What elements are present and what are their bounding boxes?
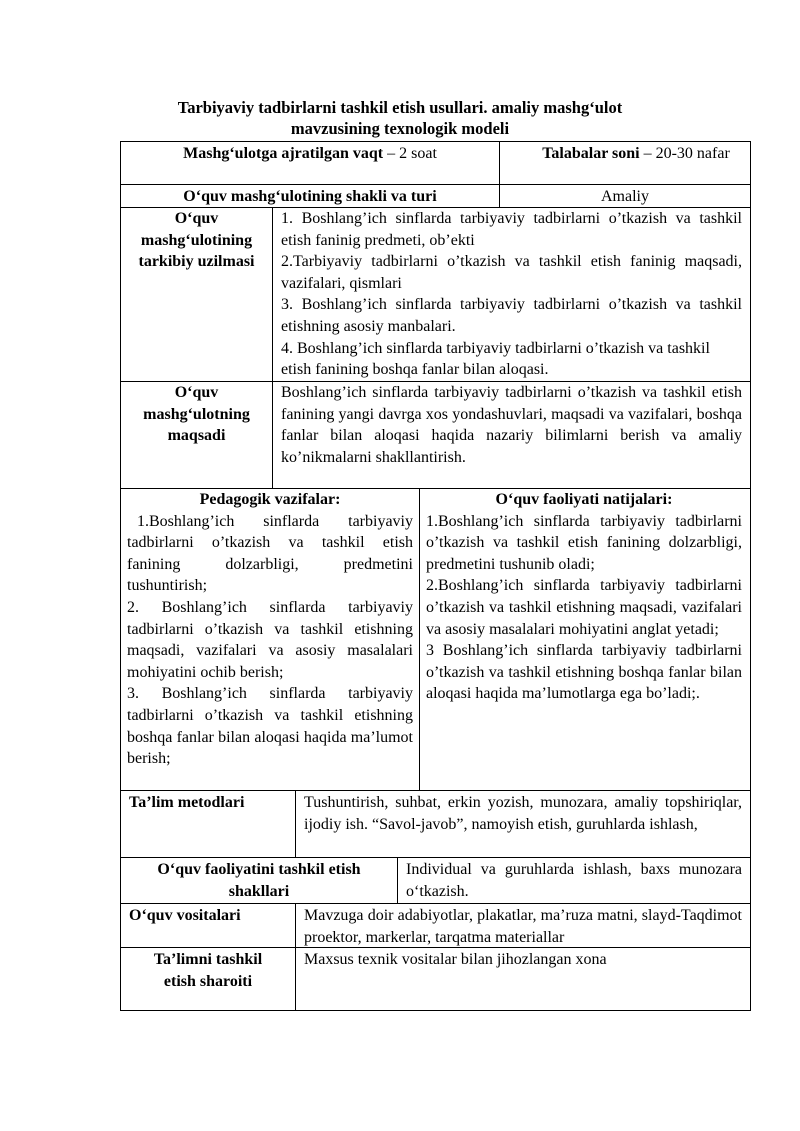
structure-item: 1. Boshlang’ich sinflarda tarbiyaviy tadbirlarni o’tkazish va tashkil etish faninig predmeti, ob’ekti — [281, 210, 742, 249]
learning-results — [419, 488, 751, 791]
students-value: – 20-30 nafar — [639, 145, 730, 162]
pedagogical-tasks — [120, 488, 420, 791]
methods-label: Ta’lim metodlari — [120, 790, 296, 858]
methods-text: Tushuntirish, suhbat, erkin yozish, munozara, amaliy topshiriqlar, ijodiy ish. “Savol-javob”, namoyish etish, guruhlarda ishlash, — [295, 790, 751, 858]
conditions-label: Ta’limni tashkil etish sharoiti — [120, 947, 296, 1011]
org-forms-text: Individual va guruhlarda ishlash, baxs munozara o‘tkazish. — [397, 857, 751, 904]
result-item: 3 Boshlang’ich sinflarda tarbiyaviy tadbirlarni o’tkazish va tashkil etishning boshqa fanlar bilan aloqasi haqida ma’lumotlarga ega bo’ladi;. — [426, 642, 742, 703]
time-cell — [120, 141, 500, 185]
structure-content — [272, 207, 751, 382]
result-item: 1.Boshlang’ich sinflarda tarbiyaviy tadbirlarni o’tkazish va tashkil etish fanining dolzarbligi, predmetini tushunib oladi; — [426, 512, 742, 573]
structure-item: 2.Tarbiyaviy tadbirlarni o’tkazish va tashkil etish faninig maqsadi, vazifalari, qismlari — [281, 253, 742, 292]
learning-results-title: O‘quv faoliyati natijalari: — [495, 491, 673, 508]
form-label: O‘quv mashg‘ulotining shakli va turi — [120, 184, 500, 208]
structure-item: 4. Boshlang’ich sinflarda tarbiyaviy tadbirlarni o’tkazish va tashkil etish fanining boshqa fanlar bilan aloqasi. — [281, 339, 710, 379]
time-value: – 2 soat — [383, 145, 437, 162]
conditions-text: Maxsus texnik vositalar bilan jihozlangan xona — [295, 947, 751, 1011]
tools-label: O‘quv vositalari — [120, 903, 296, 948]
task-item: 3. Boshlang’ich sinflarda tarbiyaviy tadbirlarni o’tkazish va tashkil etishning boshqa fanlar bilan aloqasi haqida ma’lumot berish; — [127, 685, 413, 768]
structure-item: 3. Boshlang’ich sinflarda tarbiyaviy tadbirlarni o’tkazish va tashkil etishning asosiy manbalari. — [281, 296, 742, 335]
org-forms-label: O‘quv faoliyatini tashkil etish shakllari — [120, 857, 398, 904]
task-item: 1.Boshlang’ich sinflarda tarbiyaviy tadbirlarni o’tkazish va tashkil etish fanining dolzarbligi, predmetini tushuntirish; — [127, 512, 413, 595]
document-title — [120, 97, 680, 139]
pedagogical-tasks-title: Pedagogik vazifalar: — [199, 491, 341, 508]
students-label: Talabalar soni — [542, 145, 640, 162]
structure-label: O‘quv mashg‘ulotining tarkibiy uzilmasi — [120, 207, 273, 382]
result-item: 2.Boshlang’ich sinflarda tarbiyaviy tadbirlarni o’tkazish va tashkil etishning maqsadi, vazifalari va asosiy masalalari mohiyatini anglat yetadi; — [426, 577, 742, 638]
tools-text: Mavzuga doir adabiyotlar, plakatlar, ma’ruza matni, slayd-Taqdimot proektor, markerlar, tarqatma materiallar — [295, 903, 751, 948]
form-value: Amaliy — [499, 184, 751, 208]
students-cell — [499, 141, 751, 185]
time-label: Mashg‘ulotga ajratilgan vaqt — [183, 145, 384, 162]
title-line-2: mavzusining texnologik modeli — [290, 119, 510, 138]
task-item: 2. Boshlang’ich sinflarda tarbiyaviy tadbirlarni o’tkazish va tashkil etishning maqsadi, vazifalari va asosiy masalalari mohiyatini ochib berish; — [127, 598, 413, 681]
goal-text: Boshlang’ich sinflarda tarbiyaviy tadbirlarni o’tkazish va tashkil etish fanining yangi davrga xos yondashuvlari, maqsadi va vazifalari, boshqa fanlar bilan aloqasi haqida nazariy bilimlarni berish va amaliy ko’nikmalarni shakllantirish. — [272, 381, 751, 489]
title-line-1: Tarbiyaviy tadbirlarni tashkil etish usullari. amaliy mashg‘ulot — [177, 98, 623, 117]
goal-label: O‘quv mashg‘ulotning maqsadi — [120, 381, 273, 489]
